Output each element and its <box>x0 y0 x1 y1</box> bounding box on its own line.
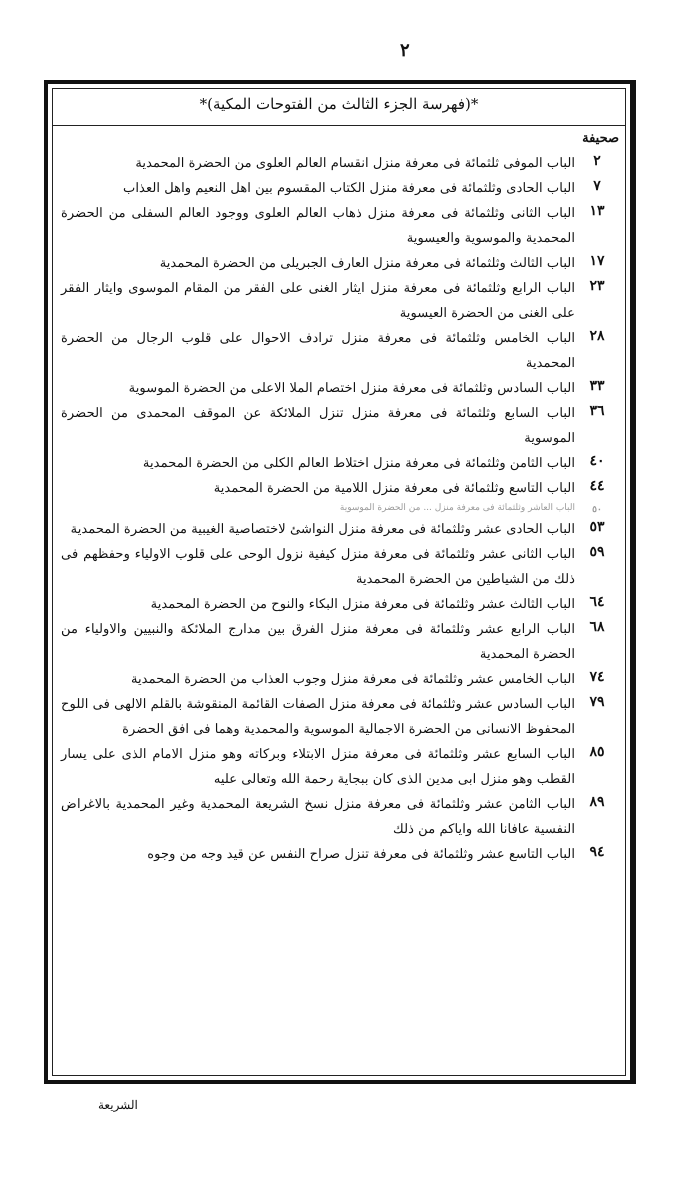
entry-title: الباب السابع وثلثمائة فى معرفة منزل تنزل الملائكة عن الموقف المحمدى من الحضرة الموسوية <box>61 406 575 446</box>
toc-entry <box>59 476 619 501</box>
entry-page-number: ٧ <box>593 178 601 194</box>
entry-title: الباب الثانى عشر وثلثمائة فى معرفة منزل كيفية نزول الوحى على قلوب الاولياء وحفظهم فى ذلك من الشياطين من الحضرة المحمدية <box>61 547 575 587</box>
toc-entry <box>59 201 619 251</box>
entry-page-number: ٦٤ <box>589 594 605 610</box>
toc-title: *(فهرسة الجزء الثالث من الفتوحات المكية)* <box>199 95 479 113</box>
catchword: الشريعة <box>98 1098 138 1112</box>
entry-page-number: ٥٣ <box>589 519 605 535</box>
entry-page-number: ٨٥ <box>589 744 605 760</box>
entry-page-number: ٩٤ <box>589 844 605 860</box>
entry-title: الباب الثامن وثلثمائة فى معرفة منزل اختلاط العالم الكلى من الحضرة المحمدية <box>142 456 575 471</box>
title-divider <box>53 125 625 126</box>
entry-page-number: ٤٠ <box>589 453 605 469</box>
toc-entry <box>59 617 619 667</box>
toc-entries <box>59 151 619 867</box>
entry-page-number: ٦٨ <box>589 619 605 635</box>
entry-page-number: ٤٤ <box>589 478 605 494</box>
entry-page-number: ٨٩ <box>589 794 605 810</box>
entry-title: الباب الخامس وثلثمائة فى معرفة منزل ترادف الاحوال على قلوب الرجال من الحضرة المحمدية <box>61 331 575 371</box>
toc-entry <box>59 842 619 867</box>
entry-title: الباب السادس عشر وثلثمائة فى معرفة منزل الصفات القائمة المنقوشة بالقلم الالهى فى اللوح المحفوظ الانسانى من الحضرة الاجمالية الموسوية والمحمدية وهما فى افق الحضرة <box>61 697 575 737</box>
entry-title: الباب الثالث وثلثمائة فى معرفة منزل العارف الجبريلى من الحضرة المحمدية <box>159 256 575 271</box>
entry-page-number: ٢٣ <box>589 278 605 294</box>
toc-entry <box>59 692 619 742</box>
entry-title: الباب الخامس عشر وثلثمائة فى معرفة منزل وجوب العذاب من الحضرة المحمدية <box>130 672 575 687</box>
page-number: ٢ <box>400 40 410 61</box>
entry-title: الباب الرابع وثلثمائة فى معرفة منزل ايثار الغنى على الفقر من المقام الموسوى وايثار الفقر على الغنى من الحضرة العيسوية <box>61 281 575 321</box>
toc-entry <box>59 401 619 451</box>
toc-entry <box>59 592 619 617</box>
toc-entry <box>59 376 619 401</box>
toc-entry <box>59 276 619 326</box>
entry-title: الباب الثامن عشر وثلثمائة فى معرفة منزل نسخ الشريعة المحمدية وغير المحمدية بالاغراض النفسية عافانا الله واياكم من ذلك <box>61 797 575 837</box>
entry-title: الباب الحادى وثلثمائة فى معرفة منزل الكتاب المقسوم بين اهل النعيم واهل العذاب <box>122 181 575 196</box>
entry-page-number: ٧٤ <box>589 669 605 685</box>
toc-entry <box>59 792 619 842</box>
entry-page-number: ٥٩ <box>589 544 605 560</box>
toc-entry <box>59 151 619 176</box>
toc-entry <box>59 542 619 592</box>
toc-entry <box>59 176 619 201</box>
toc-entry <box>59 517 619 542</box>
toc-frame-inner <box>52 88 626 1076</box>
toc-entry <box>59 326 619 376</box>
entry-title: الباب العاشر وثلثمائة فى معرفة منزل ... من الحضرة الموسوية <box>339 503 575 513</box>
page-column-header: صحيفة <box>582 131 619 146</box>
entry-page-number: ٢ <box>593 153 601 169</box>
entry-title: الباب الحادى عشر وثلثمائة فى معرفة منزل النواشئ لاختصاصية الغيبية من الحضرة المحمدية <box>70 522 575 537</box>
entry-page-number: ١٣ <box>589 203 605 219</box>
entry-page-number: ٣٣ <box>589 378 605 394</box>
entry-page-number: ٢٨ <box>589 328 605 344</box>
entry-title: الباب الثالث عشر وثلثمائة فى معرفة منزل البكاء والنوح من الحضرة المحمدية <box>150 597 575 612</box>
entry-page-number: ٧٩ <box>589 694 605 710</box>
entry-title: الباب السابع عشر وثلثمائة فى معرفة منزل الابتلاء وبركاته وهو منزل الامام الذى على يسار القطب وهو منزل ابى مدين الذى كان ببجاية رحمة الله وتعالى عليه <box>61 747 575 787</box>
toc-entry <box>59 667 619 692</box>
entry-title: الباب السادس وثلثمائة فى معرفة منزل اختصام الملا الاعلى من الحضرة الموسوية <box>128 381 575 396</box>
toc-entry <box>59 451 619 476</box>
entry-title: الباب الموفى ثلثمائة فى معرفة منزل انقسام العالم العلوى من الحضرة المحمدية <box>135 156 575 171</box>
entry-page-number: ١٧ <box>589 253 605 269</box>
toc-entry <box>59 742 619 792</box>
entry-page-number: ٣٦ <box>589 403 605 419</box>
toc-entry <box>59 251 619 276</box>
entry-page-number: ٥٠ <box>592 505 602 515</box>
entry-title: الباب التاسع وثلثمائة فى معرفة منزل اللامية من الحضرة المحمدية <box>213 481 575 496</box>
toc-entry <box>59 501 619 517</box>
entry-title: الباب التاسع عشر وثلثمائة فى معرفة تنزل صراح النفس عن قيد وجه من وجوه <box>147 847 575 862</box>
entry-title: الباب الثانى وثلثمائة فى معرفة منزل ذهاب العالم العلوى ووجود العالم السفلى من الحضرة المحمدية والموسوية والعيسوية <box>61 206 575 246</box>
toc-frame <box>44 80 636 1084</box>
entry-title: الباب الرابع عشر وثلثمائة فى معرفة منزل الفرق بين مدارج الملائكة والنبيين والاولياء من الحضرة المحمدية <box>61 622 575 662</box>
